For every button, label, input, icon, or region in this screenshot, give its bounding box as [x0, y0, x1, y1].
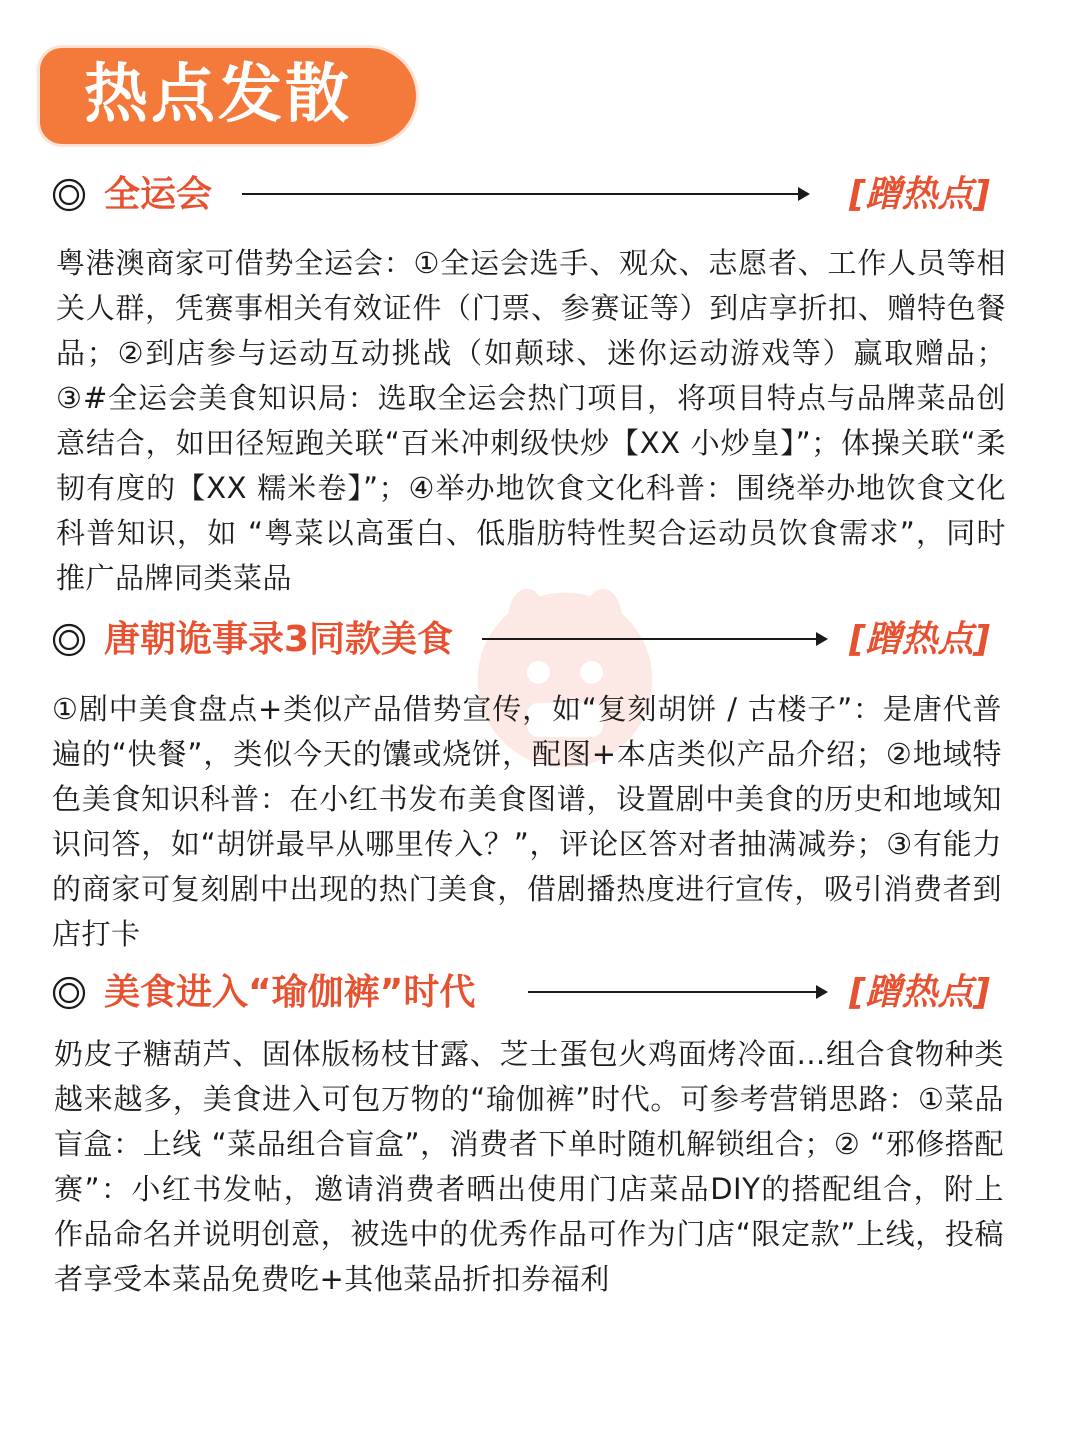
- section-body-2: ①剧中美食盘点+类似产品借势宣传，如“复刻胡饼 / 古楼子”：是唐代普遍的“快餐”，类似今天的馕或烧饼，配图+本店类似产品介绍；②地域特色美食知识科普：在小红书发布美食图谱，设置剧中美食的历史和地域知识问答，如“胡饼最早从哪里传入？”，评论区答对者抽满减券；③有能力的商家可复刻剧中出现的热门美食，借剧播热度进行宣传，吸引消费者到店打卡: [52, 692, 1002, 951]
- section-title: 美食进入“瑜伽裤”时代: [104, 972, 476, 1013]
- right-arrow-icon: [482, 638, 826, 640]
- right-arrow-icon: [242, 193, 808, 195]
- double-circle-icon: [52, 623, 86, 657]
- section-body-1: 粤港澳商家可借势全运会：①全运会选手、观众、志愿者、工作人员等相关人群，凭赛事相关有效证件（门票、参赛证等）到店享折扣、赠特色餐品；②到店参与运动互动挑战（如颠球、迷你运动游戏等）赢取赠品；③#全运会美食知识局：选取全运会热门项目，将项目特点与品牌菜品创意结合，如田径短跑关联“百米冲刺级快炒【XX 小炒皇】”；体操关联“柔韧有度的【XX 糯米卷】”；④举办地饮食文化科普：围绕举办地饮食文化科普知识，如 “粤菜以高蛋白、低脂肪特性契合运动员饮食需求”，同时推广品牌同类菜品: [56, 246, 1006, 595]
- title-badge: [40, 48, 416, 144]
- hot-topic-tag: [蹭热点]: [849, 972, 990, 1013]
- hot-topic-tag: [蹭热点]: [849, 174, 990, 215]
- section-header-3: [52, 970, 1042, 1022]
- section-header-1: [52, 172, 1042, 224]
- section-title: 唐朝诡事录3同款美食: [104, 619, 454, 660]
- section-title: 全运会: [104, 174, 213, 215]
- page-title: 热点发散: [84, 58, 352, 132]
- section-body-3: 奶皮子糖葫芦、固体版杨枝甘露、芝士蛋包火鸡面烤冷面...组合食物种类越来越多，美食进入可包万物的“瑜伽裤”时代。可参考营销思路：①菜品盲盒：上线 “菜品组合盲盒”，消费者下单时随机解锁组合；② “邪修搭配赛”：小红书发帖，邀请消费者晒出使用门店菜品DIY的搭配组合，附上作品命名并说明创意，被选中的优秀作品可作为门店“限定款”上线，投稿者享受本菜品免费吃+其他菜品折扣券福利: [54, 1037, 1004, 1296]
- hot-topic-tag: [蹭热点]: [849, 619, 990, 660]
- right-arrow-icon: [528, 991, 826, 993]
- double-circle-icon: [52, 976, 86, 1010]
- section-header-2: [52, 617, 1042, 669]
- double-circle-icon: [52, 178, 86, 212]
